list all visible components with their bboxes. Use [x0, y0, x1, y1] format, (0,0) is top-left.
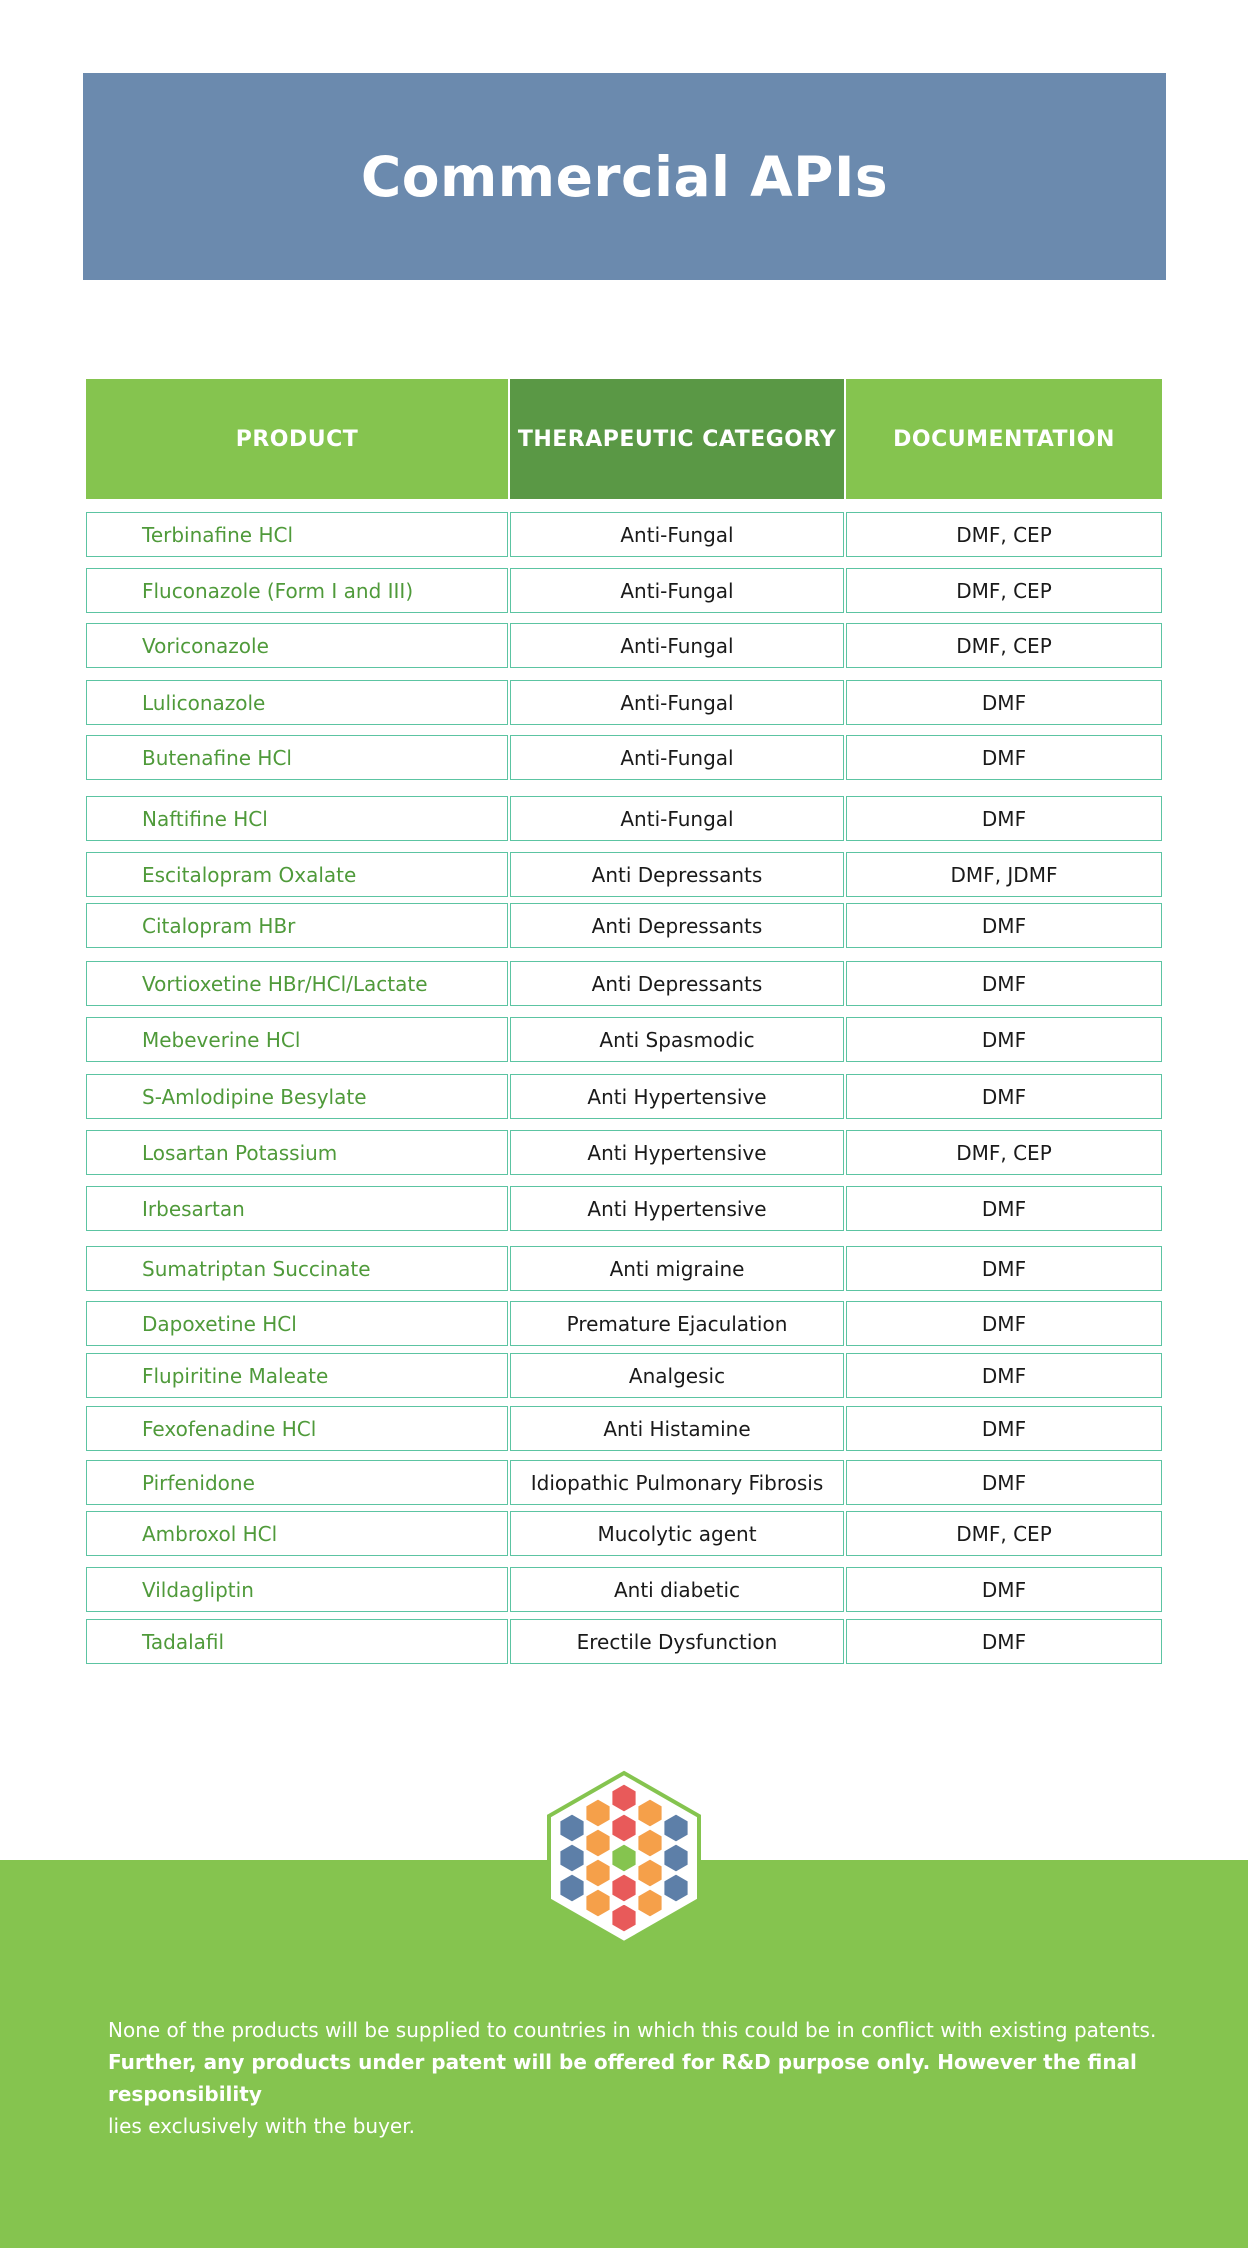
- product-cell: Escitalopram Oxalate: [86, 852, 508, 897]
- header-product: PRODUCT: [86, 379, 508, 499]
- product-cell: Sumatriptan Succinate: [86, 1246, 508, 1291]
- documentation-cell: DMF: [846, 1460, 1162, 1505]
- honeycomb-cell: [585, 1799, 610, 1828]
- product-cell: Dapoxetine HCl: [86, 1301, 508, 1346]
- honeycomb-cell: [663, 1814, 688, 1843]
- category-cell: Anti Hypertensive: [510, 1186, 844, 1231]
- honeycomb-cell: [637, 1799, 662, 1828]
- product-cell: Losartan Potassium: [86, 1130, 508, 1175]
- product-cell: Ambroxol HCl: [86, 1511, 508, 1556]
- product-cell: Citalopram HBr: [86, 903, 508, 948]
- category-cell: Anti-Fungal: [510, 623, 844, 668]
- category-cell: Premature Ejaculation: [510, 1301, 844, 1346]
- documentation-cell: DMF, CEP: [846, 623, 1162, 668]
- product-cell: Mebeverine HCl: [86, 1017, 508, 1062]
- documentation-cell: DMF: [846, 1186, 1162, 1231]
- disclaimer-line-1: None of the products will be supplied to countries in which this could be in conflict with existing patents.: [108, 2018, 1157, 2042]
- category-cell: Anti migraine: [510, 1246, 844, 1291]
- documentation-cell: DMF: [846, 1246, 1162, 1291]
- honeycomb-cell: [637, 1859, 662, 1888]
- documentation-cell: DMF: [846, 735, 1162, 780]
- product-cell: S-Amlodipine Besylate: [86, 1074, 508, 1119]
- category-cell: Idiopathic Pulmonary Fibrosis: [510, 1460, 844, 1505]
- product-cell: Flupiritine Maleate: [86, 1353, 508, 1398]
- honeycomb-cell: [611, 1784, 636, 1813]
- category-cell: Analgesic: [510, 1353, 844, 1398]
- category-cell: Anti-Fungal: [510, 735, 844, 780]
- documentation-cell: DMF: [846, 796, 1162, 841]
- product-cell: Voriconazole: [86, 623, 508, 668]
- header-documentation: DOCUMENTATION: [846, 379, 1162, 499]
- product-cell: Fluconazole (Form I and III): [86, 568, 508, 613]
- title-banner: [83, 73, 1166, 280]
- product-cell: Luliconazole: [86, 680, 508, 725]
- documentation-cell: DMF: [846, 1017, 1162, 1062]
- product-cell: Vortioxetine HBr/HCl/Lactate: [86, 961, 508, 1006]
- honeycomb-cell: [585, 1829, 610, 1858]
- category-cell: Mucolytic agent: [510, 1511, 844, 1556]
- category-cell: Anti Spasmodic: [510, 1017, 844, 1062]
- product-cell: Tadalafil: [86, 1619, 508, 1664]
- documentation-cell: DMF, CEP: [846, 568, 1162, 613]
- documentation-cell: DMF: [846, 1301, 1162, 1346]
- documentation-cell: DMF, CEP: [846, 512, 1162, 557]
- product-cell: Pirfenidone: [86, 1460, 508, 1505]
- category-cell: Anti-Fungal: [510, 568, 844, 613]
- product-cell: Irbesartan: [86, 1186, 508, 1231]
- category-cell: Anti Depressants: [510, 903, 844, 948]
- honeycomb-cell: [663, 1844, 688, 1873]
- honeycomb-cell: [663, 1874, 688, 1903]
- product-cell: Fexofenadine HCl: [86, 1406, 508, 1451]
- documentation-cell: DMF: [846, 961, 1162, 1006]
- honeycomb-cell: [559, 1844, 584, 1873]
- documentation-cell: DMF: [846, 680, 1162, 725]
- disclaimer-line-2: Further, any products under patent will be offered for R&D purpose only. However the final responsibility: [108, 2050, 1137, 2106]
- documentation-cell: DMF: [846, 1567, 1162, 1612]
- honeycomb-cell: [611, 1904, 636, 1933]
- disclaimer-note: [108, 2014, 1168, 2142]
- honeycomb-cell: [611, 1844, 636, 1873]
- product-cell: Butenafine HCl: [86, 735, 508, 780]
- honeycomb-cell: [559, 1874, 584, 1903]
- documentation-cell: DMF: [846, 1619, 1162, 1664]
- documentation-cell: DMF: [846, 1353, 1162, 1398]
- honeycomb-cell: [637, 1889, 662, 1918]
- honeycomb-cell: [585, 1889, 610, 1918]
- product-cell: Vildagliptin: [86, 1567, 508, 1612]
- header-therapeutic-category: THERAPEUTIC CATEGORY: [510, 379, 844, 499]
- honeycomb-cell: [585, 1859, 610, 1888]
- page-title: Commercial APIs: [360, 144, 889, 209]
- category-cell: Anti-Fungal: [510, 680, 844, 725]
- honeycomb-cell: [611, 1874, 636, 1903]
- category-cell: Anti Histamine: [510, 1406, 844, 1451]
- category-cell: Anti-Fungal: [510, 796, 844, 841]
- honeycomb-cell: [559, 1814, 584, 1843]
- documentation-cell: DMF: [846, 1074, 1162, 1119]
- category-cell: Anti Depressants: [510, 852, 844, 897]
- category-cell: Anti-Fungal: [510, 512, 844, 557]
- product-cell: Naftifine HCl: [86, 796, 508, 841]
- hexagon-honeycomb-logo-icon: [540, 1768, 708, 1948]
- category-cell: Anti diabetic: [510, 1567, 844, 1612]
- product-cell: Terbinafine HCl: [86, 512, 508, 557]
- category-cell: Anti Hypertensive: [510, 1130, 844, 1175]
- honeycomb-cell: [611, 1814, 636, 1843]
- category-cell: Erectile Dysfunction: [510, 1619, 844, 1664]
- category-cell: Anti Hypertensive: [510, 1074, 844, 1119]
- documentation-cell: DMF: [846, 903, 1162, 948]
- documentation-cell: DMF, JDMF: [846, 852, 1162, 897]
- honeycomb-cell: [637, 1829, 662, 1858]
- documentation-cell: DMF, CEP: [846, 1130, 1162, 1175]
- documentation-cell: DMF: [846, 1406, 1162, 1451]
- documentation-cell: DMF, CEP: [846, 1511, 1162, 1556]
- category-cell: Anti Depressants: [510, 961, 844, 1006]
- disclaimer-line-3: lies exclusively with the buyer.: [108, 2114, 415, 2138]
